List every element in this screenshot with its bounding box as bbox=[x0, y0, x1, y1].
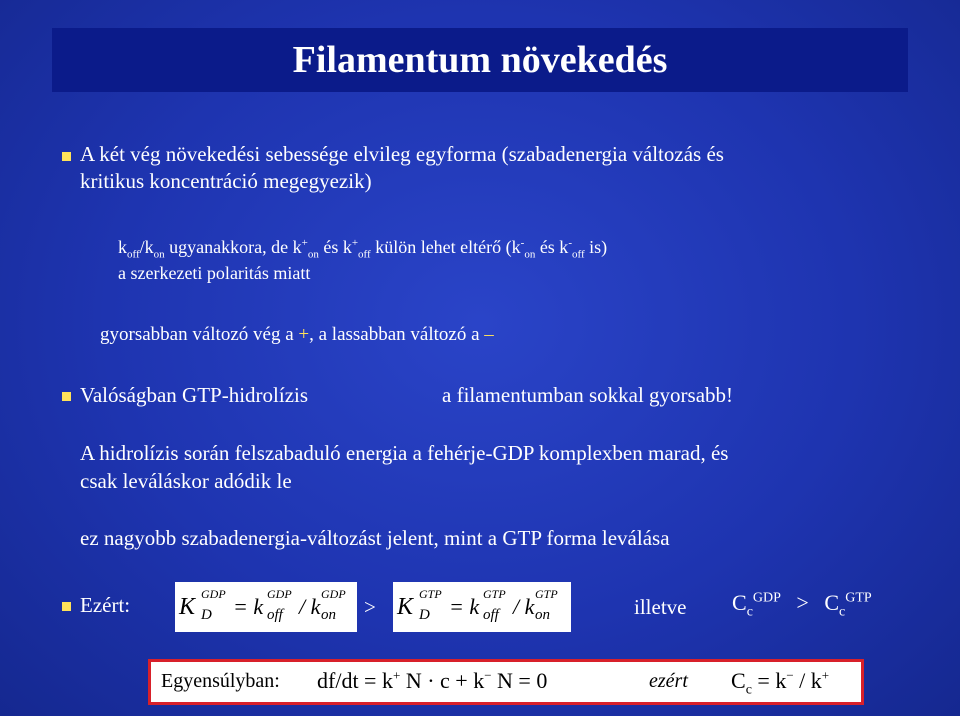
paragraph-1-line-1: A két vég növekedési sebessége elvileg egyforma (szabadenergia változás és bbox=[80, 142, 724, 166]
paragraph-4-right: a filamentumban sokkal gyorsabb! bbox=[442, 383, 734, 407]
paragraph-5-line-2: csak leváláskor adódik le bbox=[80, 469, 292, 493]
cc-formula: $C_c = k^- / k^+$ bbox=[731, 667, 830, 698]
formula-kd-gdp: K GDP D = k GDP off / k GDP on bbox=[175, 582, 357, 632]
eq-formula: df/dt = k+ N · c + k− N = 0 bbox=[317, 667, 548, 693]
title-band bbox=[52, 28, 908, 92]
bullet-2 bbox=[62, 392, 71, 401]
cc-comparison: $C_c^{GDP} > C_c^{GTP}$ bbox=[732, 590, 872, 620]
illetve-label: illetve bbox=[634, 595, 687, 619]
paragraph-2-line-1: $k_{off}/k_{on}$ ugyanakkora, de $k^+_{on}$ és $k^+_{off}$ külön lehet eltérő ($k^-_{on}$ és $k^-_{off}$ is) bbox=[118, 237, 608, 261]
paragraph-6: ez nagyobb szabadenergia-változást jelent, mint a GTP forma leválása bbox=[80, 526, 670, 550]
bullet-3 bbox=[62, 602, 71, 611]
ezert-label: Ezért: bbox=[80, 593, 131, 617]
formula-kd-gtp: K GTP D = k GTP off / k GTP on bbox=[393, 582, 571, 632]
ezert-2: ezért bbox=[649, 670, 688, 692]
greater-than-1: > bbox=[364, 595, 376, 619]
equilibrium-box bbox=[148, 659, 864, 705]
paragraph-4-left: Valóságban GTP-hidrolízis bbox=[80, 383, 309, 407]
paragraph-5-line-1: A hidrolízis során felszabaduló energia a fehérje-GDP komplexben marad, és bbox=[80, 441, 729, 465]
paragraph-2-line-2: a szerkezeti polaritás miatt bbox=[118, 263, 311, 283]
bullet-1 bbox=[62, 152, 71, 161]
paragraph-1-line-2: kritikus koncentráció megegyezik) bbox=[80, 169, 372, 193]
paragraph-3: gyorsabban változó vég a +, a lassabban változó a – bbox=[100, 324, 494, 345]
slide-title: Filamentum növekedés bbox=[292, 39, 668, 81]
eq-label: Egyensúlyban: bbox=[161, 670, 280, 692]
